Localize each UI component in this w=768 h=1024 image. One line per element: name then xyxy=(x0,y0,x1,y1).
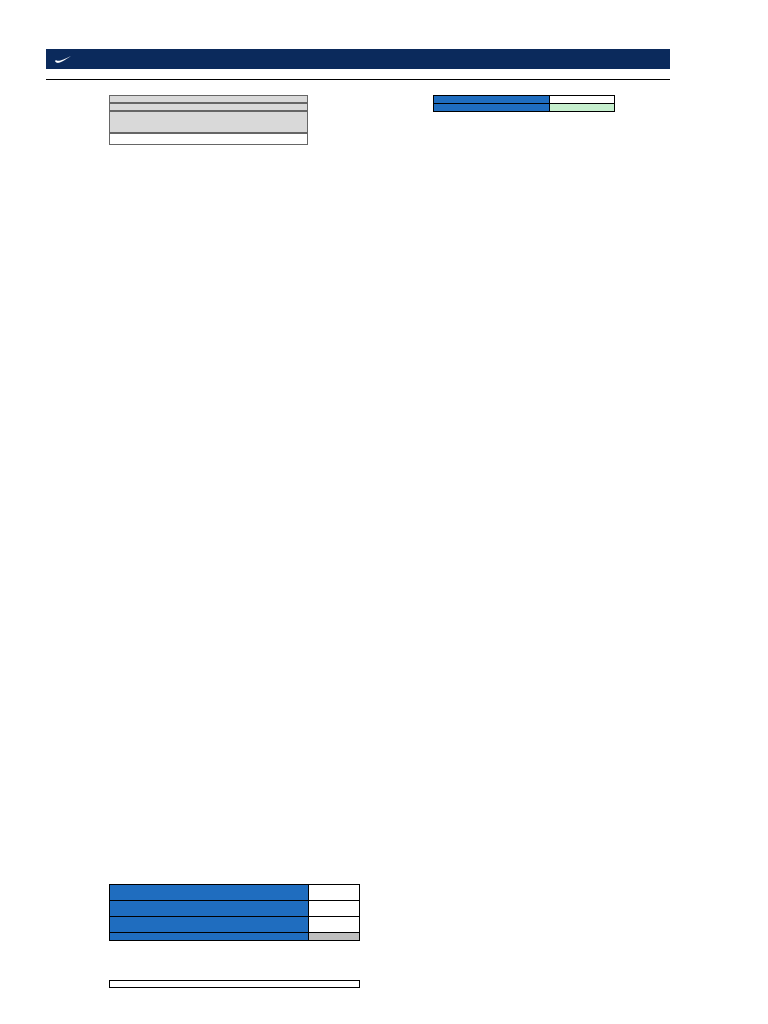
cr-code-input[interactable] xyxy=(109,103,308,111)
date-submitted-input[interactable] xyxy=(109,111,308,133)
swoosh-logo-icon xyxy=(54,53,72,65)
summary-table xyxy=(109,884,360,941)
total-score-label xyxy=(434,96,550,104)
results-title xyxy=(110,981,360,988)
final-pct-label xyxy=(110,917,309,933)
total-points-label xyxy=(110,885,309,901)
title-bar xyxy=(46,49,670,69)
summary-result-value xyxy=(309,933,360,941)
score-summary-box xyxy=(433,95,615,112)
validation-date-input[interactable] xyxy=(109,133,308,145)
result-label xyxy=(434,104,550,112)
divider xyxy=(46,79,670,80)
summary-result-label xyxy=(110,933,309,941)
final-score-value xyxy=(309,901,360,917)
total-points-value xyxy=(309,885,360,901)
result-value xyxy=(550,104,615,112)
results-table xyxy=(109,980,360,988)
final-score-label xyxy=(110,901,309,917)
final-pct-value xyxy=(309,917,360,933)
supplier-group-input[interactable] xyxy=(109,95,308,103)
total-score-value xyxy=(550,96,615,104)
